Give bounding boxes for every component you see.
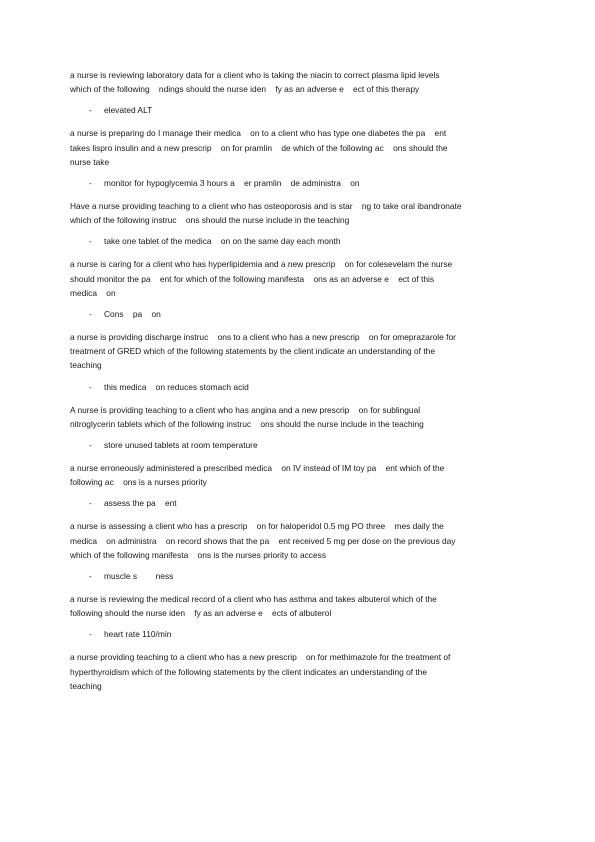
answer-text: heart rate 110/min [104, 629, 172, 640]
answer-text: assess the pa ent [104, 498, 177, 509]
question-1: a nurse is reviewing laboratory data for a client who is taking the niacin to correct plasma lipid levels which of the following ndings should the nurse iden fy as an adverse e ect of this therapy [70, 70, 440, 95]
answer-9 [70, 628, 525, 640]
question-2: a nurse is preparing do I manage their medica on to a client who has type one diabetes the pa ent takes lispro insulin and a new prescrip on for pramlin de which of the following ac ons should the nurse take [70, 128, 448, 167]
answer-5 [70, 381, 525, 393]
answer-1 [70, 104, 525, 116]
answer-text: monitor for hypoglycemia 3 hours a er pramlin de administra on [104, 178, 360, 189]
question-9: a nurse is reviewing the medical record of a client who has asthma and takes albuterol which of the following should the nurse iden fy as an adverse e ects of albuterol [70, 594, 437, 619]
question-3: Have a nurse providing teaching to a client who has osteoporosis and is star ng to take oral ibandronate which of the following instruc ons should the nurse include in the teaching [70, 201, 462, 226]
question-10: a nurse providing teaching to a client who has a new prescrip on for methimazole for the treatment of hyperthyroidism which of the following statements by the client indicates an understanding of the teaching [70, 652, 451, 691]
answer-8 [70, 570, 525, 582]
question-6: A nurse is providing teaching to a client who has angina and a new prescrip on for sublingual nitroglycerin tablets which of the following instruc ons should the nurse include in the teaching [70, 404, 424, 429]
question-4: a nurse is caring for a client who has hyperlipidemia and a new prescrip on for colesevelam the nurse should monitor the pa ent for which of the following manifesta ons as an adverse e ect of this medica on [70, 259, 453, 298]
bullet-dash: - [89, 236, 92, 247]
bullet-dash: - [89, 309, 92, 320]
answer-7 [70, 497, 525, 509]
bullet-dash: - [89, 629, 92, 640]
question-5: a nurse is providing discharge instruc ons to a client who has a new prescrip on for omeprazarole for treatment of GRED which of the following statements by the client indicate an understanding of the teaching [70, 332, 456, 371]
answer-3 [70, 235, 525, 247]
bullet-dash: - [89, 498, 92, 509]
question-7: a nurse erroneously administered a prescribed medica on IV instead of IM toy pa ent which of the following ac ons is a nurses priority [70, 463, 445, 488]
answer-text: Cons pa on [104, 309, 161, 320]
bullet-dash: - [89, 178, 92, 189]
answer-text: elevated ALT [104, 105, 153, 116]
bullet-dash: - [89, 381, 92, 392]
answer-text: take one tablet of the medica on on the same day each month [104, 236, 341, 247]
bullet-dash: - [89, 105, 92, 116]
answer-4 [70, 308, 525, 320]
answer-6 [70, 439, 525, 451]
bullet-dash: - [89, 571, 92, 582]
answer-text: this medica on reduces stomach acid [104, 381, 249, 392]
question-8: a nurse is assessing a client who has a prescrip on for haloperidol 0.5 mg PO three mes daily the medica on administra on record shows that the pa ent received 5 mg per dose on the previous day which of the following manifesta ons is the nurses priority to access [70, 521, 456, 560]
answer-2 [70, 177, 525, 189]
answer-text: muscle s ness [104, 571, 174, 582]
bullet-dash: - [89, 440, 92, 451]
answer-text: store unused tablets at room temperature [104, 440, 258, 451]
